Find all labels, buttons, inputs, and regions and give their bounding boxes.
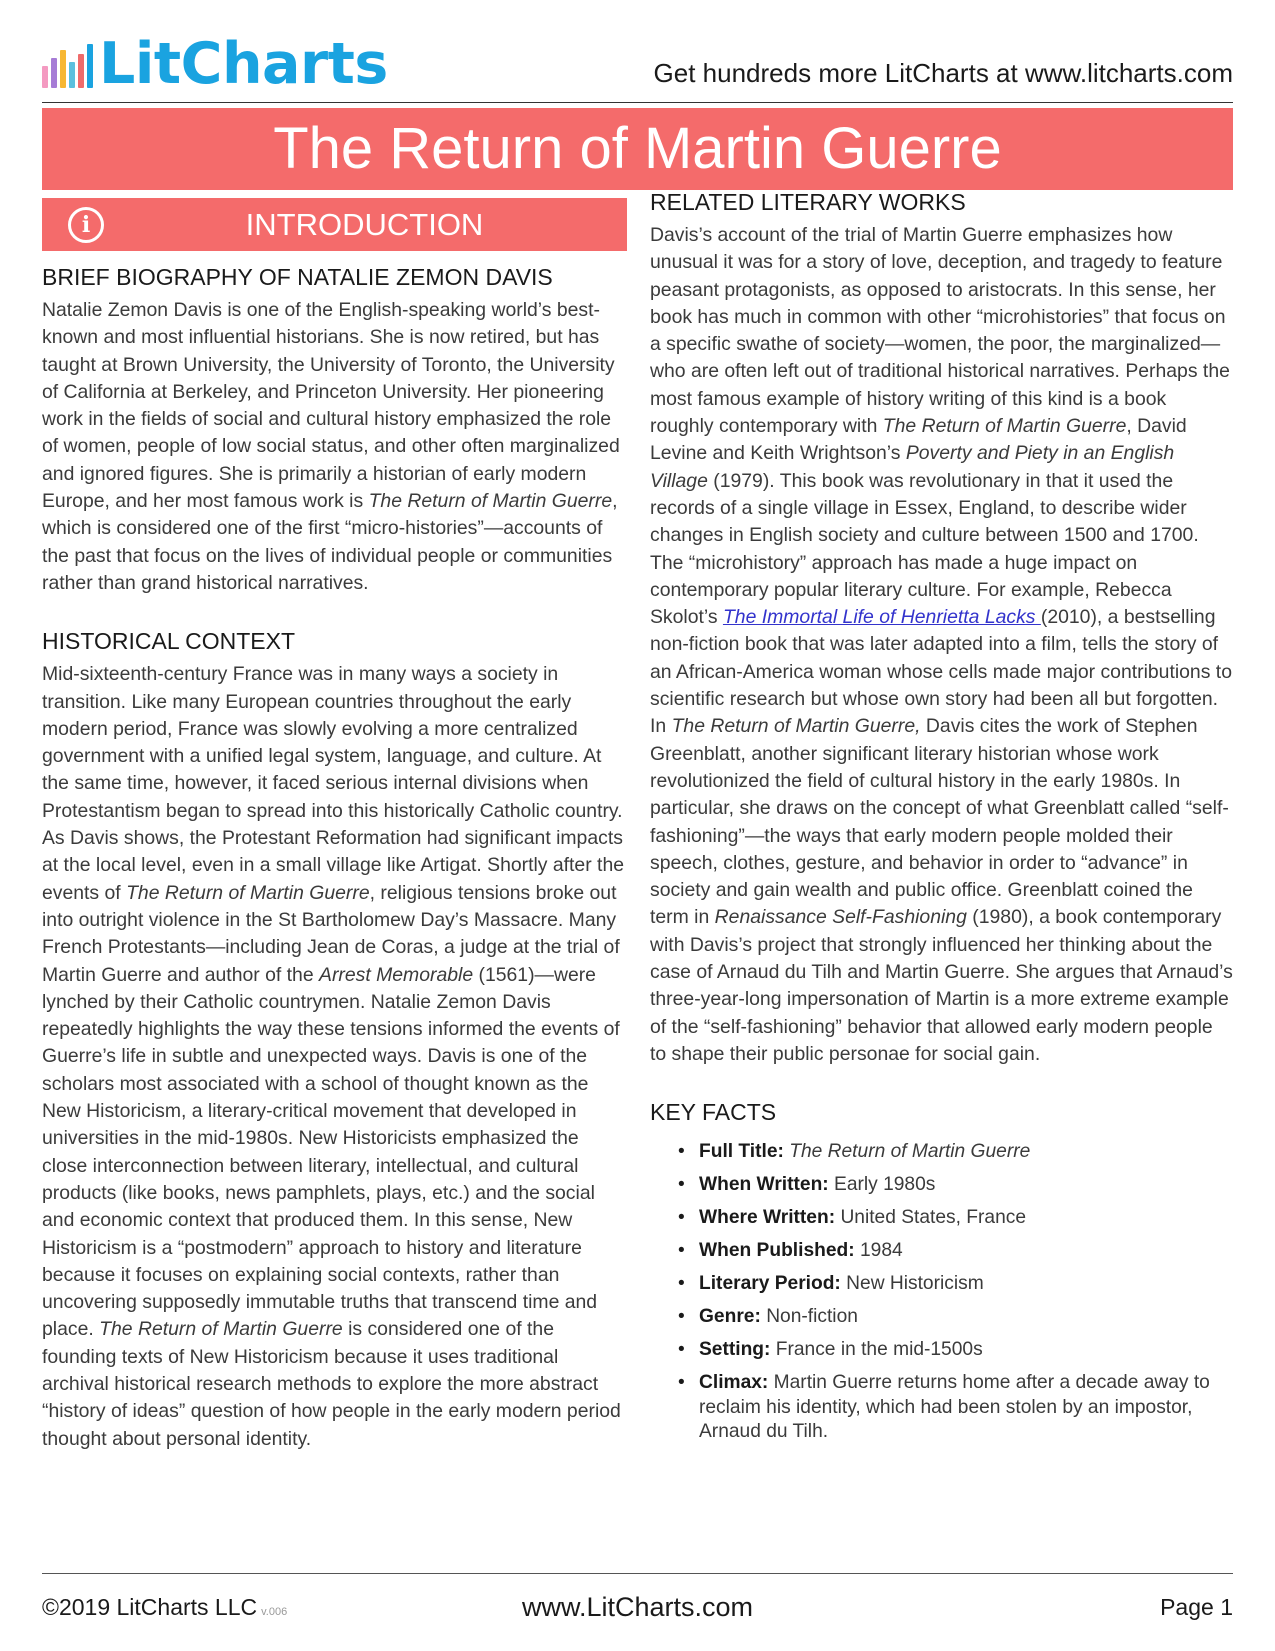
key-fact-label: When Written:: [699, 1174, 829, 1196]
introduction-banner: [42, 198, 627, 251]
key-facts-heading: KEY FACTS: [650, 1099, 777, 1126]
litcharts-logo[interactable]: [42, 31, 388, 97]
key-facts-list: [650, 1140, 1233, 1445]
related-works-heading: RELATED LITERARY WORKS: [650, 189, 966, 215]
introduction-label: INTRODUCTION: [245, 207, 484, 242]
key-fact-label: Climax:: [699, 1372, 769, 1394]
key-fact-item: [678, 1173, 1233, 1198]
key-fact-item: [678, 1272, 1233, 1297]
key-fact-item: [678, 1338, 1233, 1363]
key-fact-label: Full Title:: [699, 1141, 784, 1163]
footer-copyright: ©2019 LitCharts LLC v.006: [42, 1594, 288, 1620]
info-icon: i: [68, 207, 104, 243]
left-column: [42, 198, 627, 1453]
document-title: The Return of Martin Guerre: [42, 108, 1233, 190]
header-tagline: Get hundreds more LitCharts at www.litcharts.com: [653, 58, 1233, 88]
right-column: [650, 189, 1233, 1453]
logo-bars-icon: [42, 44, 93, 88]
key-fact-item: [678, 1140, 1233, 1165]
historical-context-heading: HISTORICAL CONTEXT: [42, 628, 296, 655]
key-fact-label: Where Written:: [699, 1207, 836, 1229]
footer-site-link[interactable]: www.LitCharts.com: [521, 1592, 754, 1622]
henrietta-lacks-link[interactable]: The Immortal Life of Henrietta Lacks: [722, 606, 1041, 629]
key-fact-value: Early 1980s: [834, 1174, 936, 1196]
key-fact-label: When Published:: [699, 1240, 855, 1262]
key-fact-value: Martin Guerre returns home after a decade away to reclaim his identity, which had been stolen by an impostor, Arnaud du Tilh.: [699, 1372, 1210, 1443]
key-fact-item: [678, 1371, 1233, 1445]
key-fact-value: United States, France: [840, 1207, 1027, 1229]
logo-text: LitCharts: [99, 31, 388, 97]
key-fact-item: [678, 1239, 1233, 1264]
biography-text: Natalie Zemon Davis is one of the English-speaking world’s best-known and most influential historians. She is now retired, but has taught at Brown University, the University of Toronto, the University of California at Berkeley, and Princeton University. Her pioneering work in the fields of social and cultural history emphasized the role of women, people of low social status, and other often marginalized and ignored figures. She is primarily a historian of early modern Europe, and her most famous work is The Return of Martin Guerre, which is considered one of the first “micro-histories”—accounts of the past that focus on the lives of individual people or communities rather than grand historical narratives.: [42, 299, 620, 594]
key-fact-label: Literary Period:: [699, 1273, 841, 1295]
key-fact-item: [678, 1206, 1233, 1231]
historical-context-text: Mid-sixteenth-century France was in many ways a society in transition. Like many European countries throughout the early modern period, France was slowly evolving a more centralized government with a unified legal system, language, and culture. At the same time, however, it faced serious internal divisions when Protestantism began to spread into this historically Catholic country. As Davis shows, the Protestant Reformation had significant impacts at the local level, even in a small village like Artigat. Shortly after the events of The Return of Martin Guerre, religious tensions broke out into outright violence in the St Bartholomew Day’s Massacre. Many French Protestants—including Jean de Coras, a judge at the trial of Martin Guerre and author of the Arrest Memorable (1561)—were lynched by their Catholic countrymen. Natalie Zemon Davis repeatedly highlights the way these tensions informed the events of Guerre’s life in subtle and unexpected ways. Davis is one of the scholars most associated with a school of thought known as the New Historicism, a literary-critical movement that developed in universities in the mid-1980s. New Historicists emphasized the close interconnection between literary, intellectual, and cultural products (like books, news pamphlets, plays, etc.) and the social and economic context that produced them. In this sense, New Historicism is a “postmodern” approach to history and literature because it focuses on explaining social contexts, rather than uncovering supposedly immutable truths that transcend time and place. The Return of Martin Guerre is considered one of the founding texts of New Historicism because it uses traditional archival historical research methods to explore the more abstract “history of ideas” question of how people in the early modern period thought about personal identity.: [42, 663, 625, 1450]
key-fact-label: Genre:: [699, 1306, 761, 1328]
version-label: v.006: [261, 1606, 288, 1618]
key-fact-label: Setting:: [699, 1339, 771, 1361]
page-number: Page 1: [1160, 1594, 1233, 1620]
key-fact-value: France in the mid-1500s: [775, 1339, 983, 1361]
biography-heading: BRIEF BIOGRAPHY OF NATALIE ZEMON DAVIS: [42, 264, 553, 290]
key-fact-value: 1984: [859, 1240, 903, 1262]
key-fact-value: The Return of Martin Guerre: [789, 1141, 1031, 1163]
key-fact-item: [678, 1305, 1233, 1330]
related-works-text: Davis’s account of the trial of Martin Guerre emphasizes how unusual it was for a story of love, deception, and tragedy to feature peasant protagonists, as opposed to aristocrats. In this sense, her book has much in common with other “microhistories” that focus on a specific swathe of society—women, the poor, the marginalized—who are often left out of traditional historical narratives. Perhaps the most famous example of history writing of this kind is a book roughly contemporary with The Return of Martin Guerre, David Levine and Keith Wrightson’s Poverty and Piety in an English Village (1979). This book was revolutionary in that it used the records of a single village in Essex, England, to describe wider changes in English society and culture between 1500 and 1700. The “microhistory” approach has made a huge impact on contemporary popular literary culture. For example, Rebecca Skolot’s The Immortal Life of Henrietta Lacks (2010), a bestselling non-fiction book that was later adapted into a film, tells the story of an African-America woman whose cells made major contributions to scientific research but whose own story had been all but forgotten. In The Return of Martin Guerre, Davis cites the work of Stephen Greenblatt, another significant literary historian whose work revolutionized the field of cultural history in the early 1980s. In particular, she draws on the concept of what Greenblatt called “self-fashioning”—the ways that early modern people molded their speech, clothes, gesture, and behavior in order to “advance” in society and gain wealth and public office. Greenblatt coined the term in Renaissance Self-Fashioning (1980), a book contemporary with Davis’s project that strongly influenced her thinking about the case of Arnaud du Tilh and Martin Guerre. She argues that Arnaud’s three-year-long impersonation of Martin is a more extreme example of the “self-fashioning” behavior that allowed early modern people to shape their public personae for social gain.: [650, 224, 1233, 1065]
page-footer: [42, 1573, 1233, 1634]
page-header: [42, 30, 1233, 103]
key-fact-value: Non-fiction: [766, 1306, 858, 1328]
key-fact-value: New Historicism: [846, 1273, 984, 1295]
